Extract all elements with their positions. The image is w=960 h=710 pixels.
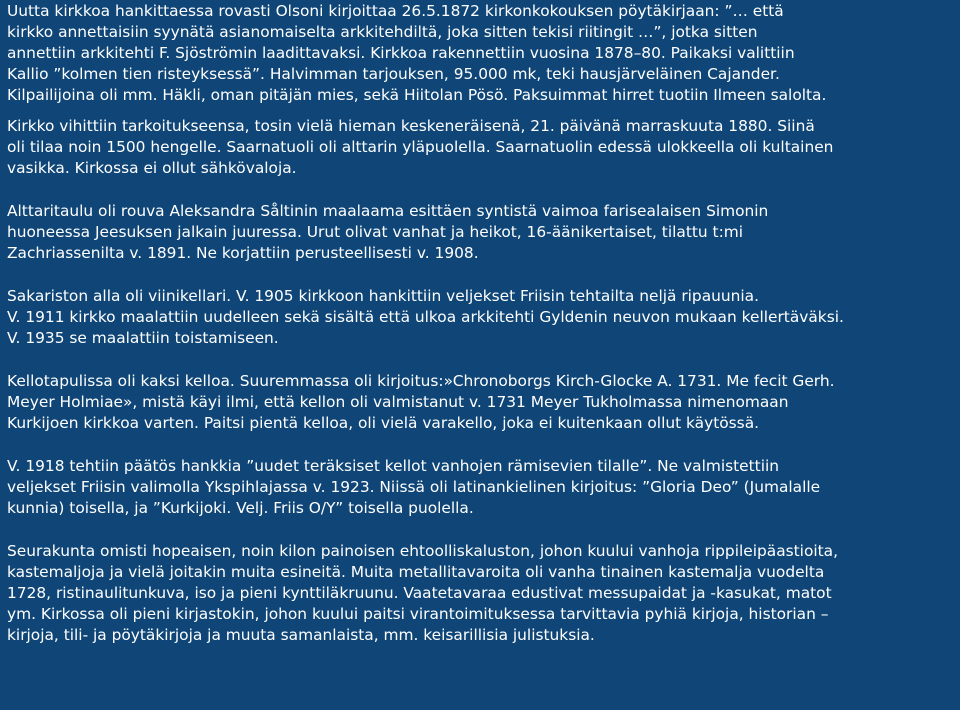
text-line: Alttaritaulu oli rouva Aleksandra Såltinin maalaama esittäen syntistä vaimoa farisealaisen Simonin [7,202,769,220]
paragraph-church-property [7,541,954,646]
text-line: V. 1935 se maalattiin toistamiseen. [7,329,279,347]
text-line: kastemaljoja ja vielä joitakin muita esineitä. Muita metallitavaroita oli vanha tinainen kastemalja vuodelta [7,563,825,581]
text-line: V. 1918 tehtiin päätös hankkia ”uudet teräksiset kellot vanhojen rämisevien tilalle”. Ne valmistettiin [7,457,780,475]
paragraph-bells [7,371,954,434]
text-line: Zachriassenilta v. 1891. Ne korjattiin perusteellisesti v. 1908. [7,244,479,262]
paragraph-spacer [7,106,954,116]
text-line: 1728, ristinaulitunkuva, iso ja pieni kynttiläkruunu. Vaatetavaraa edustivat messupaidat ja -kasukat, matot [7,584,832,602]
text-line: veljekset Friisin valimolla Ykspihlajassa v. 1923. Niissä oli latinankielinen kirjoitus: ”Gloria Deo” (Jumalalle [7,478,821,496]
text-line: annettiin arkkitehti F. Sjöströmin laadittavaksi. Kirkkoa rakennettiin vuosina 1878–80. Paikaksi valittiin [7,44,795,62]
text-line: Seurakunta omisti hopeaisen, noin kilon painoisen ehtoolliskaluston, johon kuului vanhoja rippileipäastioita, [7,542,839,560]
text-line: Kellotapulissa oli kaksi kelloa. Suuremmassa oli kirjoitus:»Chronoborgs Kirch-Glocke A. 1731. Me fecit Gerh. [7,372,835,390]
text-line: vasikka. Kirkossa ei ollut sähkövaloja. [7,159,297,177]
text-line: kirjoja, tili- ja pöytäkirjoja ja muuta samanlaista, mm. keisarillisia julistuksia. [7,626,595,644]
paragraph-church-construction [7,0,954,106]
text-line: oli tilaa noin 1500 hengelle. Saarnatuoli oli alttarin yläpuolella. Saarnatuolin edessä ulokkeella oli kultainen [7,138,834,156]
paragraph-consecration [7,116,954,179]
text-line: V. 1911 kirkko maalattiin uudelleen sekä sisältä että ulkoa arkkitehti Gyldenin neuvon mukaan kellertäväksi. [7,308,844,326]
text-line: ym. Kirkossa oli pieni kirjastokin, johon kuului paitsi virantoimituksessa tarvittavia pyhiä kirjoja, historian – [7,605,829,623]
paragraph-spacer [7,349,954,371]
paragraph-altarpiece-organ [7,201,954,264]
paragraph-spacer [7,264,954,286]
text-line: Sakariston alla oli viinikellari. V. 1905 kirkkoon hankittiin veljekset Friisin tehtailta neljä ripauunia. [7,287,759,305]
paragraph-spacer [7,434,954,456]
paragraph-spacer [7,519,954,541]
text-line: Meyer Holmiae», mistä käyi ilmi, että kellon oli valmistanut v. 1731 Meyer Tukholmassa nimenomaan [7,393,789,411]
paragraph-spacer [7,179,954,201]
text-line: kunnia) toisella, ja ”Kurkijoki. Velj. Friis O/Y” toisella puolella. [7,499,474,517]
text-line: Kurkijoen kirkkoa varten. Paitsi pientä kelloa, oli vielä varakello, joka ei kuitenkaan ollut käytössä. [7,414,760,432]
paragraph-new-bells [7,456,954,519]
text-line: Kirkko vihittiin tarkoitukseensa, tosin vielä hieman keskeneräisenä, 21. päivänä marraskuuta 1880. Siinä [7,117,815,135]
text-line: Uutta kirkkoa hankittaessa rovasti Olsoni kirjoittaa 26.5.1872 kirkonkokouksen pöytäkirjaan: ”… että [7,2,784,20]
text-line: Kilpailijoina oli mm. Häkli, oman pitäjän mies, sekä Hiitolan Pösö. Paksuimmat hirret tuotiin Ilmeen salolta. [7,86,827,104]
text-line: Kallio ”kolmen tien risteyksessä”. Halvimman tarjouksen, 95.000 mk, teki hausjärveläinen Cajander. [7,65,780,83]
paragraph-sacristy-painting [7,286,954,349]
text-line: kirkko annettaisiin syynätä asianomaiselta arkkitehdiltä, joka sitten tekisi riitingit …”, jotka sitten [7,23,758,41]
text-line: huoneessa Jeesuksen jalkain juuressa. Urut olivat vanhat ja heikot, 16-äänikertaiset, tilattu t:mi [7,223,744,241]
